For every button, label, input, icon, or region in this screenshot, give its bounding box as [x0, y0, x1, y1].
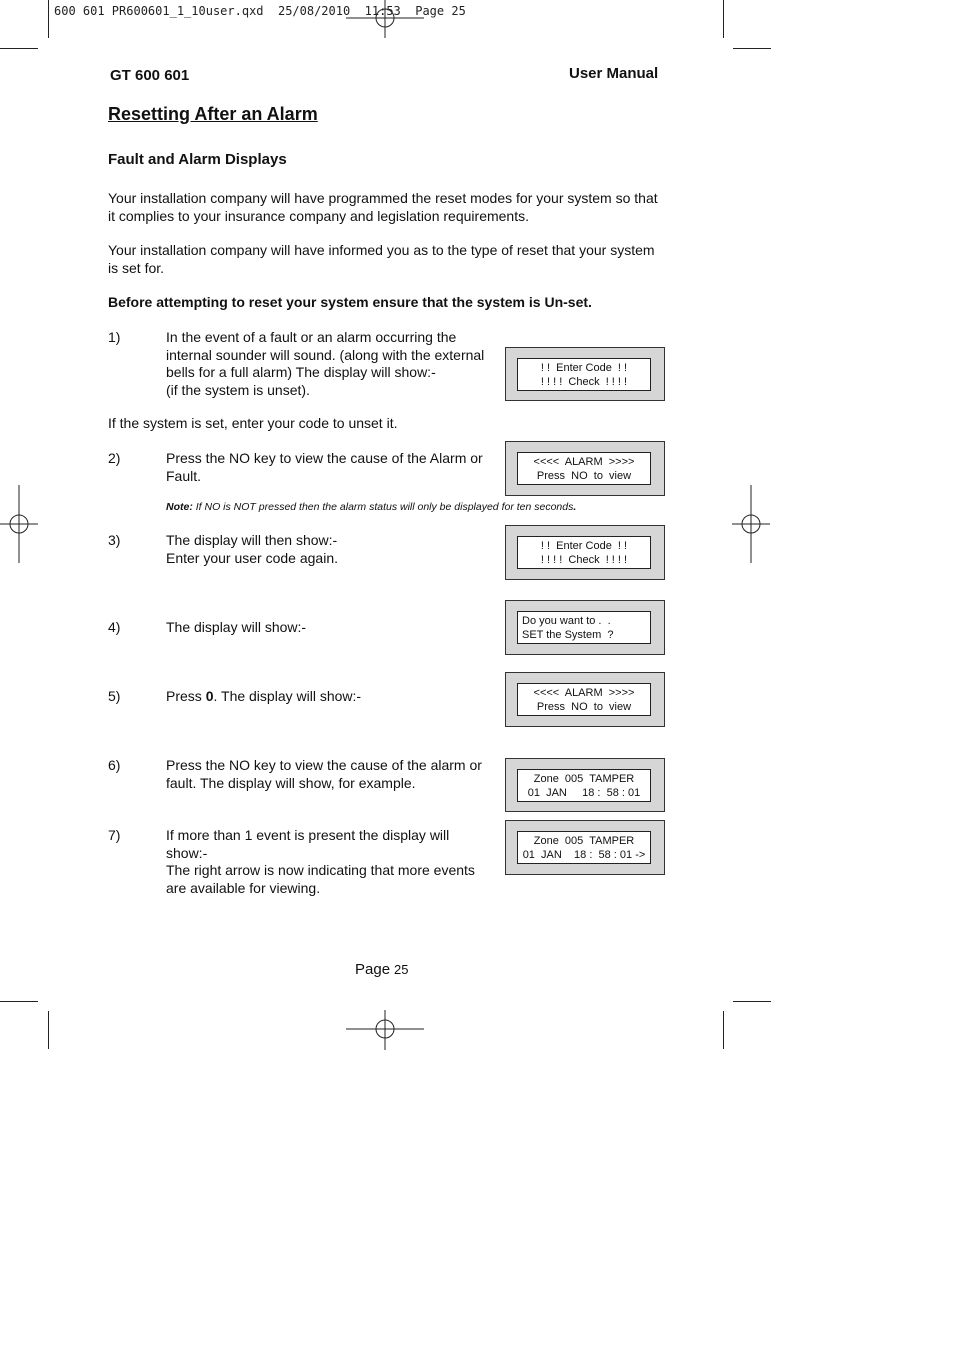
page-title: Resetting After an Alarm: [108, 104, 318, 124]
step-text-5: Press 0. The display will show:-: [166, 688, 362, 704]
lcd-screen: ! ! Enter Code ! ! ! ! ! ! Check ! ! ! !: [517, 536, 651, 569]
step-number-4: 4): [108, 619, 121, 635]
registration-mark-right: [732, 485, 772, 565]
registration-mark-bottom: [346, 1010, 426, 1050]
step-number-7: 7): [108, 827, 121, 843]
lcd-display-enter-code: [505, 347, 665, 401]
step-number-6: 6): [108, 757, 121, 773]
warning-paragraph: Before attempting to reset your system ensure that the system is Un-set.: [108, 294, 592, 310]
step-number-1: 1): [108, 329, 121, 345]
step-text-2: Press the NO key to view the cause of the Alarm or Fault.: [166, 450, 483, 484]
step-text-3: The display will then show:- Enter your user code again.: [166, 532, 338, 566]
note-text: If NO is NOT pressed then the alarm status will only be displayed for ten seconds: [195, 501, 574, 513]
step-number-5: 5): [108, 688, 121, 704]
lcd-display-enter-code-again: [505, 525, 665, 580]
lcd-screen: Zone 005 TAMPER 01 JAN 18 : 58 : 01: [517, 769, 651, 802]
page-number: 25: [394, 962, 409, 977]
lcd-display-alarm: [505, 441, 665, 496]
manual-header: User Manual: [569, 65, 659, 82]
interim-text: If the system is set, enter your code to unset it.: [108, 415, 398, 431]
print-slug: 600 601 PR600601_1_10user.qxd 25/08/2010 11:53 Page 25: [54, 4, 466, 18]
step-number-3: 3): [108, 532, 121, 548]
lcd-screen: <<<< ALARM >>>> Press NO to view: [517, 452, 651, 485]
lcd-display-zone-tamper-more: [505, 820, 665, 875]
step-text-4: The display will show:-: [166, 619, 307, 635]
step-text-6: Press the NO key to view the cause of the alarm or fault. The display will show, for example.: [166, 757, 482, 791]
page-label: Page: [355, 961, 391, 978]
section-heading: Fault and Alarm Displays: [108, 151, 287, 168]
page-footer: [355, 961, 409, 978]
step-text-7: If more than 1 event is present the display will show:- The right arrow is now indicating that more events are available for viewing.: [166, 827, 475, 896]
note-label: Note:: [166, 501, 193, 513]
lcd-screen: Do you want to . . SET the System ?: [517, 611, 651, 644]
registration-mark-left: [0, 485, 40, 565]
lcd-display-set-system: [505, 600, 665, 655]
lcd-display-alarm-2: [505, 672, 665, 727]
registration-mark-top: [346, 0, 426, 40]
lcd-screen: Zone 005 TAMPER 01 JAN 18 : 58 : 01 ->: [517, 831, 651, 864]
intro-paragraph-1: Your installation company will have programmed the reset modes for your system so that it complies to your insurance company and legislation requirements.: [108, 190, 658, 224]
lcd-screen: ! ! Enter Code ! ! ! ! ! ! Check ! ! ! !: [517, 358, 651, 391]
lcd-screen: <<<< ALARM >>>> Press NO to view: [517, 683, 651, 716]
lcd-display-zone-tamper: [505, 758, 665, 812]
key-zero: 0: [205, 688, 214, 704]
step-number-2: 2): [108, 450, 121, 466]
intro-paragraph-2: Your installation company will have informed you as to the type of reset that your system is set for.: [108, 242, 655, 276]
note-end: .: [573, 501, 577, 513]
step-text-1: In the event of a fault or an alarm occurring the internal sounder will sound. (along with the external bells for a full alarm) The display will show:- (if the system is unset).: [166, 329, 485, 398]
note: [166, 501, 576, 513]
model-header: GT 600 601: [110, 67, 190, 84]
